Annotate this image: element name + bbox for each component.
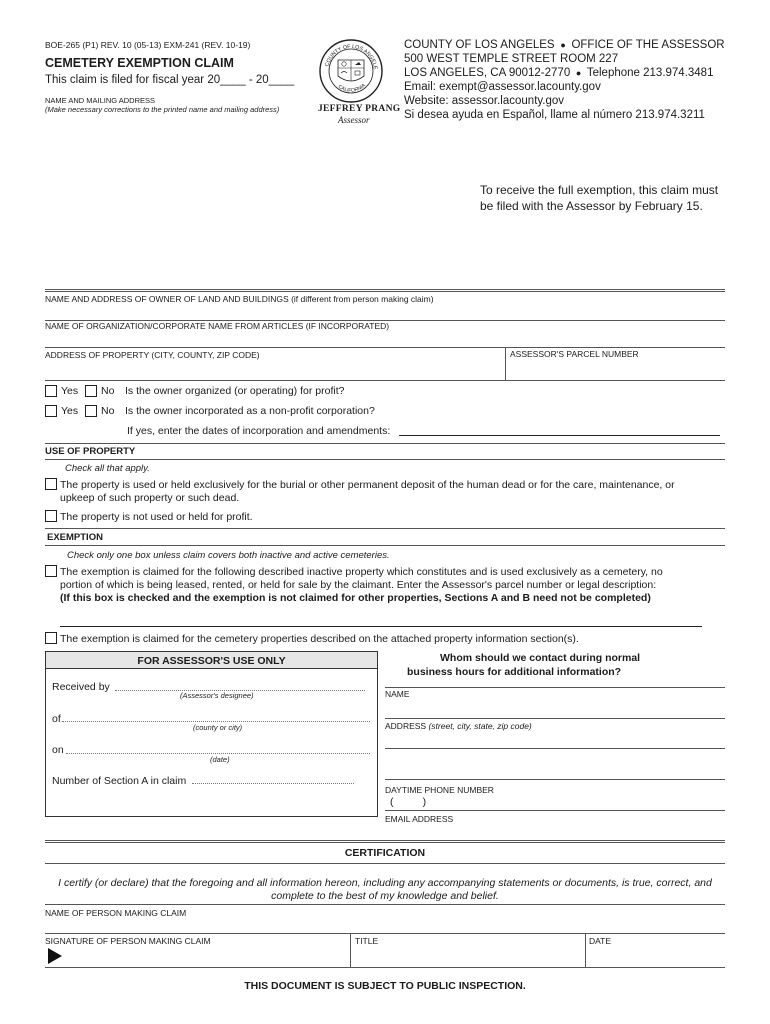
contact-address-input[interactable] (385, 748, 725, 749)
claimant-name-input[interactable] (45, 933, 725, 934)
contact-address-label (385, 721, 532, 731)
assessor-use-box (45, 651, 378, 817)
yes-label: Yes (61, 405, 79, 417)
use-nonprofit-checkbox[interactable] (45, 510, 57, 522)
exemption-attached-checkbox[interactable] (45, 632, 57, 644)
contact-heading-1: Whom should we contact during normal (440, 652, 641, 664)
spanish-help: Si desea ayuda en Español, llame al número 213.974.3211 (404, 109, 705, 121)
county-seal-icon (318, 38, 384, 104)
field-separator (585, 933, 586, 968)
owner-field-label: NAME AND ADDRESS OF OWNER OF LAND AND BUILDINGS (if different from person making claim) (45, 294, 434, 304)
county-city-hint: (county or city) (193, 723, 243, 732)
field-separator (505, 347, 506, 380)
office-name: OFFICE OF THE ASSESSOR (571, 39, 725, 51)
office-telephone: Telephone 213.974.3481 (586, 67, 714, 79)
contact-address-input-2[interactable] (385, 779, 725, 780)
field-separator (350, 933, 351, 968)
svg-text:CALIFORNIA: CALIFORNIA (336, 82, 367, 94)
property-field-line[interactable] (45, 380, 725, 381)
use-of-property-heading: USE OF PROPERTY (45, 446, 136, 457)
svg-text:COUNTY OF LOS ANGELES: COUNTY OF LOS ANGELE (324, 43, 378, 70)
office-email[interactable]: Email: exempt@assessor.lacounty.gov (404, 81, 601, 93)
divider (45, 904, 725, 905)
received-by-hint: (Assessor's designee) (180, 691, 254, 700)
contact-name-input[interactable] (385, 718, 725, 719)
divider (45, 459, 725, 460)
nonprofit-no-checkbox[interactable] (85, 405, 97, 417)
no-label: No (101, 385, 115, 397)
bullet-icon: ● (557, 40, 569, 50)
divider (385, 810, 725, 811)
of-label: of (52, 713, 61, 725)
use-burial-text-1: The property is used or held exclusively for the burial or other permanent deposit of the human dead or for the care, maintenance, or (60, 479, 675, 491)
certification-text-2: complete to the best of my knowledge and belief. (271, 890, 499, 902)
parcel-field-label: ASSESSOR'S PARCEL NUMBER (510, 349, 639, 359)
exemption-inactive-text-1: The exemption is claimed for the following described inactive property which constitutes and is used exclusively as a cemetery, no (60, 566, 663, 578)
assessor-title: Assessor (338, 115, 370, 125)
office-website[interactable]: Website: assessor.lacounty.gov (404, 95, 565, 107)
property-field-label: ADDRESS OF PROPERTY (CITY, COUNTY, ZIP CODE) (45, 350, 260, 360)
signature-input[interactable] (45, 967, 725, 968)
question-nonprofit: Is the owner incorporated as a non-profit corporation? (125, 405, 375, 417)
divider (45, 528, 725, 529)
form-id: BOE-265 (P1) REV. 10 (05-13) EXM-241 (REV. 10-19) (45, 40, 251, 50)
exemption-inactive-text-2: portion of which is being leased, rented, or held for sale by the claimant. Enter the Assessor's parcel number or legal description: (60, 579, 657, 591)
exemption-inactive-checkbox[interactable] (45, 565, 57, 577)
claimant-name-label: NAME OF PERSON MAKING CLAIM (45, 908, 187, 918)
certification-heading: CERTIFICATION (344, 847, 426, 859)
assessor-use-heading: FOR ASSESSOR'S USE ONLY (137, 655, 286, 667)
divider (45, 863, 725, 864)
office-line-1 (404, 39, 725, 51)
section-a-count-label: Number of Section A in claim (52, 775, 187, 787)
form-title: CEMETERY EXEMPTION CLAIM (45, 56, 234, 70)
office-line-3 (404, 67, 713, 79)
name-mailing-label: NAME AND MAILING ADDRESS (45, 96, 156, 105)
use-burial-text-2: upkeep of such property or such dead. (60, 492, 240, 504)
received-by-label: Received by (52, 681, 110, 693)
use-nonprofit-text: The property is not used or held for profit. (60, 511, 253, 523)
county-name: COUNTY OF LOS ANGELES (404, 39, 555, 51)
name-mailing-hint: (Make necessary corrections to the printed name and mailing address) (45, 105, 280, 114)
divider (45, 840, 725, 843)
divider (45, 289, 725, 292)
profit-no-checkbox[interactable] (85, 385, 97, 397)
contact-heading-2: business hours for additional information? (407, 666, 622, 678)
contact-phone-input[interactable]: ( ) (390, 796, 427, 808)
exemption-instruction: Check only one box unless claim covers both inactive and active cemeteries. (67, 550, 390, 561)
divider (385, 687, 725, 688)
profit-yes-checkbox[interactable] (45, 385, 57, 397)
certification-text-1: I certify (or declare) that the foregoing and all information hereon, including any accompanying statements or documents, is true, correct, and (58, 877, 712, 889)
contact-email-label: EMAIL ADDRESS (385, 814, 454, 824)
exemption-attached-text: The exemption is claimed for the cemetery properties described on the attached property information section(s). (60, 633, 579, 645)
use-instruction: Check all that apply. (65, 463, 150, 474)
org-field-label: NAME OF ORGANIZATION/CORPORATE NAME FROM ARTICLES (IF INCORPORATED) (45, 321, 390, 331)
question-profit: Is the owner organized (or operating) for profit? (125, 385, 345, 397)
title-label: TITLE (355, 936, 379, 946)
sign-here-arrow-icon (47, 947, 63, 965)
deadline-notice-1: To receive the full exemption, this claim must (480, 183, 719, 197)
incorporation-dates-input[interactable] (399, 435, 720, 436)
office-address: 500 WEST TEMPLE STREET ROOM 227 (404, 53, 619, 65)
public-inspection-notice: THIS DOCUMENT IS SUBJECT TO PUBLIC INSPECTION. (244, 980, 526, 992)
org-field-line[interactable] (45, 347, 725, 348)
assessor-name: JEFFREY PRANG (318, 104, 401, 114)
nonprofit-yes-checkbox[interactable] (45, 405, 57, 417)
address-label-text: ADDRESS (385, 721, 429, 731)
date-label: DATE (589, 936, 612, 946)
yes-label: Yes (61, 385, 79, 397)
bullet-icon: ● (573, 68, 584, 78)
contact-phone-label: DAYTIME PHONE NUMBER (385, 785, 494, 795)
no-label: No (101, 405, 115, 417)
section-a-count-input[interactable] (192, 783, 354, 784)
date-hint: (date) (210, 755, 230, 764)
signature-label: SIGNATURE OF PERSON MAKING CLAIM (45, 936, 211, 946)
exemption-inactive-note: (If this box is checked and the exemption is not claimed for other properties, Sections A and B need not be completed) (60, 592, 651, 604)
date-input[interactable] (66, 753, 370, 754)
contact-name-label: NAME (385, 689, 410, 699)
use-burial-checkbox[interactable] (45, 478, 57, 490)
parcel-description-input[interactable] (60, 626, 702, 627)
divider (45, 443, 725, 444)
county-city-input[interactable] (62, 721, 370, 722)
divider (45, 545, 725, 546)
office-city: LOS ANGELES, CA 90012-2770 (404, 67, 571, 79)
fiscal-year-line[interactable]: This claim is filed for fiscal year 20____ - 20____ (45, 74, 295, 86)
deadline-notice-2: be filed with the Assessor by February 15. (480, 199, 703, 213)
incorporation-dates-label: If yes, enter the dates of incorporation and amendments: (127, 425, 391, 437)
address-label-hint: (street, city, state, zip code) (428, 721, 532, 731)
exemption-heading: EXEMPTION (47, 532, 103, 543)
on-label: on (52, 744, 64, 756)
